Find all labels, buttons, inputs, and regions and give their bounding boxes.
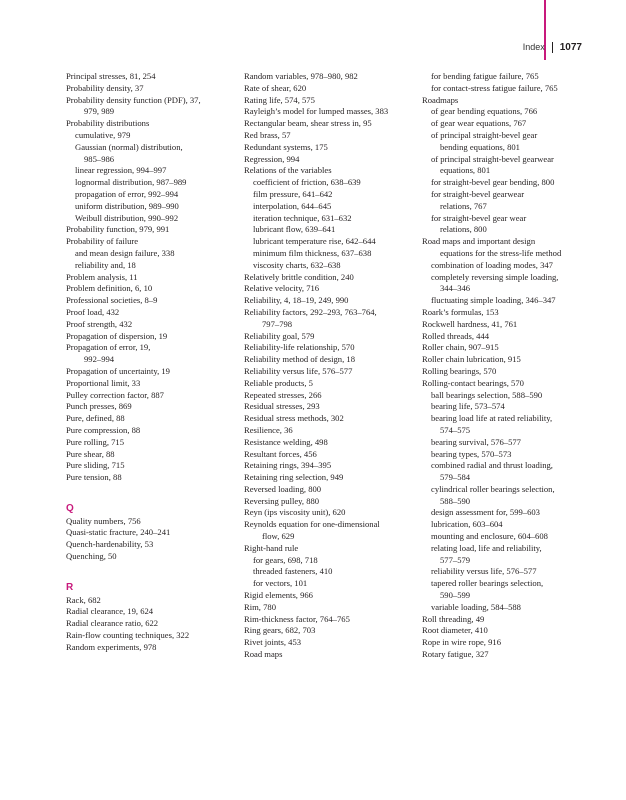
index-entry: for straight-bevel gearwear (431, 188, 525, 199)
index-entry: Rotary fatigue, 327 (422, 649, 489, 660)
index-entry: lubrication, 603–604 (431, 519, 503, 530)
index-entry: Resilience, 36 (244, 424, 293, 435)
index-entry: 574–575 (440, 424, 471, 435)
index-entry: Rolling-contact bearings, 570 (422, 377, 524, 388)
index-entry: Proof strength, 432 (66, 318, 133, 329)
index-column-3 (422, 71, 598, 661)
index-entry: Problem analysis, 11 (66, 271, 138, 282)
index-entry: Rolled threads, 444 (422, 330, 490, 341)
index-entry: Reliability method of design, 18 (244, 354, 355, 365)
index-entry: Relations of the variables (244, 165, 332, 176)
index-entry: Rack, 682 (66, 594, 101, 605)
index-entry: lubricant flow, 639–641 (253, 224, 336, 235)
index-entry: of gear wear equations, 767 (431, 118, 527, 129)
index-group-r-cont-2 (422, 71, 598, 661)
index-entry: Punch presses, 869 (66, 401, 132, 412)
index-entry: Quasi-static fracture, 240–241 (66, 527, 171, 538)
index-entry: of gear bending equations, 766 (431, 106, 538, 117)
index-entry: design assessment for, 599–603 (431, 507, 540, 518)
index-group-p (66, 71, 238, 484)
index-entry: Reliability versus life, 576–577 (244, 365, 353, 376)
index-entry: Rim-thickness factor, 764–765 (244, 613, 350, 624)
index-column-2 (244, 71, 416, 661)
index-entry: Probability density function (PDF), 37, (66, 94, 201, 105)
index-entry: Road maps and important design (422, 236, 536, 247)
index-entry: flow, 629 (262, 531, 295, 542)
index-entry: completely reversing simple loading, (431, 271, 559, 282)
section-letter-q: Q (66, 502, 74, 514)
index-entry: for straight-bevel gear wear (431, 212, 527, 223)
index-entry: lognormal distribution, 987–989 (75, 177, 187, 188)
index-entry: iteration technique, 631–632 (253, 212, 352, 223)
index-entry: Rolling bearings, 570 (422, 365, 497, 376)
index-entry: Repeated stresses, 266 (244, 389, 322, 400)
index-entry: Reyn (ips viscosity unit), 620 (244, 507, 346, 518)
index-entry: Ring gears, 682, 703 (244, 625, 316, 636)
index-entry: and mean design failure, 338 (75, 247, 175, 258)
index-entry: minimum film thickness, 637–638 (253, 247, 372, 258)
index-entry: Probability density, 37 (66, 82, 144, 93)
index-entry: equations for the stress-life method (440, 247, 562, 258)
index-entry: Quench-hardenability, 53 (66, 539, 154, 550)
index-entry: bending equations, 801 (440, 141, 520, 152)
index-entry: Rope in wire rope, 916 (422, 637, 501, 648)
index-entry: Resultant forces, 456 (244, 448, 317, 459)
index-entry: Pure compression, 88 (66, 424, 141, 435)
running-header-section: Index (522, 42, 545, 52)
index-entry: Probability of failure (66, 236, 139, 247)
index-entry: Probability function, 979, 991 (66, 224, 170, 235)
index-entry: variable loading, 584–588 (431, 601, 521, 612)
index-entry: Quality numbers, 756 (66, 515, 141, 526)
index-entry: Root diameter, 410 (422, 625, 488, 636)
index-entry: for contact-stress fatigue failure, 765 (431, 82, 558, 93)
index-entry: Roller chain, 907–915 (422, 342, 499, 353)
index-entry: Pulley correction factor, 887 (66, 389, 164, 400)
index-entry: Rigid elements, 966 (244, 590, 313, 601)
index-entry: propagation of error, 992–994 (75, 188, 179, 199)
index-column-1 (66, 71, 238, 654)
index-entry: coefficient of friction, 638–639 (253, 177, 361, 188)
index-entry: mounting and enclosure, 604–608 (431, 531, 548, 542)
index-entry: ball bearings selection, 588–590 (431, 389, 543, 400)
index-entry: Reversed loading, 800 (244, 483, 322, 494)
index-entry: bearing survival, 576–577 (431, 436, 521, 447)
index-entry: bearing life, 573–574 (431, 401, 505, 412)
index-entry: for vectors, 101 (253, 578, 308, 589)
running-header (523, 42, 582, 53)
index-entry: 579–584 (440, 472, 471, 483)
index-entry: Retaining ring selection, 949 (244, 472, 344, 483)
index-entry: Residual stresses, 293 (244, 401, 320, 412)
index-entry: for bending fatigue failure, 765 (431, 71, 539, 81)
index-entry: bearing load life at rated reliability, (431, 413, 553, 424)
index-entry: Proportional limit, 33 (66, 377, 141, 388)
index-entry: Rockwell hardness, 41, 761 (422, 318, 518, 329)
index-entry: 577–579 (440, 554, 471, 565)
index-entry: Rain-flow counting techniques, 322 (66, 630, 190, 641)
index-entry: Probability distributions (66, 118, 150, 129)
index-entry: of principal straight-bevel gearwear (431, 153, 554, 164)
index-entry: relations, 800 (440, 224, 487, 235)
index-entry: linear regression, 994–997 (75, 165, 167, 176)
index-entry: reliability versus life, 576–577 (431, 566, 537, 577)
page-number: 1077 (559, 42, 582, 53)
header-divider (552, 42, 553, 53)
index-entry: Rivet joints, 453 (244, 637, 302, 648)
index-entry: Reliability goal, 579 (244, 330, 315, 341)
index-entry: Professional societies, 8–9 (66, 295, 158, 306)
index-entry: Regression, 994 (244, 153, 300, 164)
index-entry: interpolation, 644–645 (253, 200, 332, 211)
index-entry: relations, 767 (440, 200, 487, 211)
index-entry: Road maps (244, 649, 283, 660)
index-entry: Roark’s formulas, 153 (422, 306, 499, 317)
index-entry: Reliability-life relationship, 570 (244, 342, 355, 353)
index-entry: Propagation of dispersion, 19 (66, 330, 168, 341)
index-entry: Radial clearance, 19, 624 (66, 606, 154, 617)
index-entry: Pure tension, 88 (66, 472, 122, 483)
index-entry: Weibull distribution, 990–992 (75, 212, 179, 223)
index-entry: 992–994 (84, 354, 115, 365)
index-entry: Relative velocity, 716 (244, 283, 320, 294)
index-entry: film pressure, 641–642 (253, 188, 333, 199)
index-entry: lubricant temperature rise, 642–644 (253, 236, 376, 247)
index-entry: Gaussian (normal) distribution, (75, 141, 183, 152)
index-entry: Propagation of uncertainty, 19 (66, 365, 170, 376)
index-group-r-cont (244, 71, 416, 661)
index-entry: Reversing pulley, 880 (244, 495, 320, 506)
index-entry: Roller chain lubrication, 915 (422, 354, 521, 365)
index-group-q (66, 516, 238, 563)
index-entry: Rating life, 574, 575 (244, 94, 315, 105)
index-entry: combination of loading modes, 347 (431, 259, 553, 270)
index-entry: reliability and, 18 (75, 259, 136, 270)
index-entry: Rate of shear, 620 (244, 82, 307, 93)
index-entry: Principal stresses, 81, 254 (66, 71, 156, 81)
index-entry: bearing types, 570–573 (431, 448, 512, 459)
index-entry: Redundant systems, 175 (244, 141, 328, 152)
index-entry: of principal straight-bevel gear (431, 129, 538, 140)
index-entry: Resistance welding, 498 (244, 436, 328, 447)
index-entry: equations, 801 (440, 165, 491, 176)
index-entry: 979, 989 (84, 106, 115, 117)
index-entry: Roadmaps (422, 94, 459, 105)
index-entry: 797–798 (262, 318, 293, 329)
index-entry: viscosity charts, 632–638 (253, 259, 341, 270)
index-entry: Proof load, 432 (66, 306, 120, 317)
index-entry: Random variables, 978–980, 982 (244, 71, 358, 81)
index-entry: Reliable products, 5 (244, 377, 313, 388)
index-entry: cumulative, 979 (75, 129, 131, 140)
index-entry: cylindrical roller bearings selection, (431, 483, 555, 494)
index-entry: Residual stress methods, 302 (244, 413, 344, 424)
index-entry: 590–599 (440, 590, 471, 601)
index-entry: Retaining rings, 394–395 (244, 460, 332, 471)
index-entry: Problem definition, 6, 10 (66, 283, 153, 294)
index-entry: threaded fasteners, 410 (253, 566, 333, 577)
section-letter-r: R (66, 581, 74, 593)
index-entry: Pure sliding, 715 (66, 460, 125, 471)
index-entry: 588–590 (440, 495, 471, 506)
index-group-r (66, 595, 238, 654)
index-entry: 344–346 (440, 283, 471, 294)
index-entry: fluctuating simple loading, 346–347 (431, 295, 556, 306)
index-entry: Rectangular beam, shear stress in, 95 (244, 118, 372, 129)
index-entry: Right-hand rule (244, 542, 299, 553)
index-entry: Red brass, 57 (244, 129, 291, 140)
index-entry: Reliability, 4, 18–19, 249, 990 (244, 295, 349, 306)
index-entry: combined radial and thrust loading, (431, 460, 553, 471)
index-entry: 985–986 (84, 153, 115, 164)
index-entry: Reynolds equation for one-dimensional (244, 519, 380, 530)
index-entry: for straight-bevel gear bending, 800 (431, 177, 555, 188)
index-entry: Pure, defined, 88 (66, 413, 125, 424)
index-entry: uniform distribution, 989–990 (75, 200, 179, 211)
index-entry: relating load, life and reliability, (431, 542, 542, 553)
index-entry: Random experiments, 978 (66, 641, 157, 652)
index-entry: Reliability factors, 292–293, 763–764, (244, 306, 377, 317)
index-entry: for gears, 698, 718 (253, 554, 318, 565)
index-entry: Quenching, 50 (66, 551, 117, 562)
index-entry: Radial clearance ratio, 622 (66, 618, 159, 629)
index-entry: tapered roller bearings selection, (431, 578, 544, 589)
index-entry: Propagation of error, 19, (66, 342, 151, 353)
index-entry: Rayleigh’s model for lumped masses, 383 (244, 106, 389, 117)
index-entry: Relatively brittle condition, 240 (244, 271, 354, 282)
index-entry: Pure shear, 88 (66, 448, 115, 459)
index-entry: Pure rolling, 715 (66, 436, 125, 447)
index-entry: Roll threading, 49 (422, 613, 485, 624)
index-entry: Rim, 780 (244, 601, 276, 612)
